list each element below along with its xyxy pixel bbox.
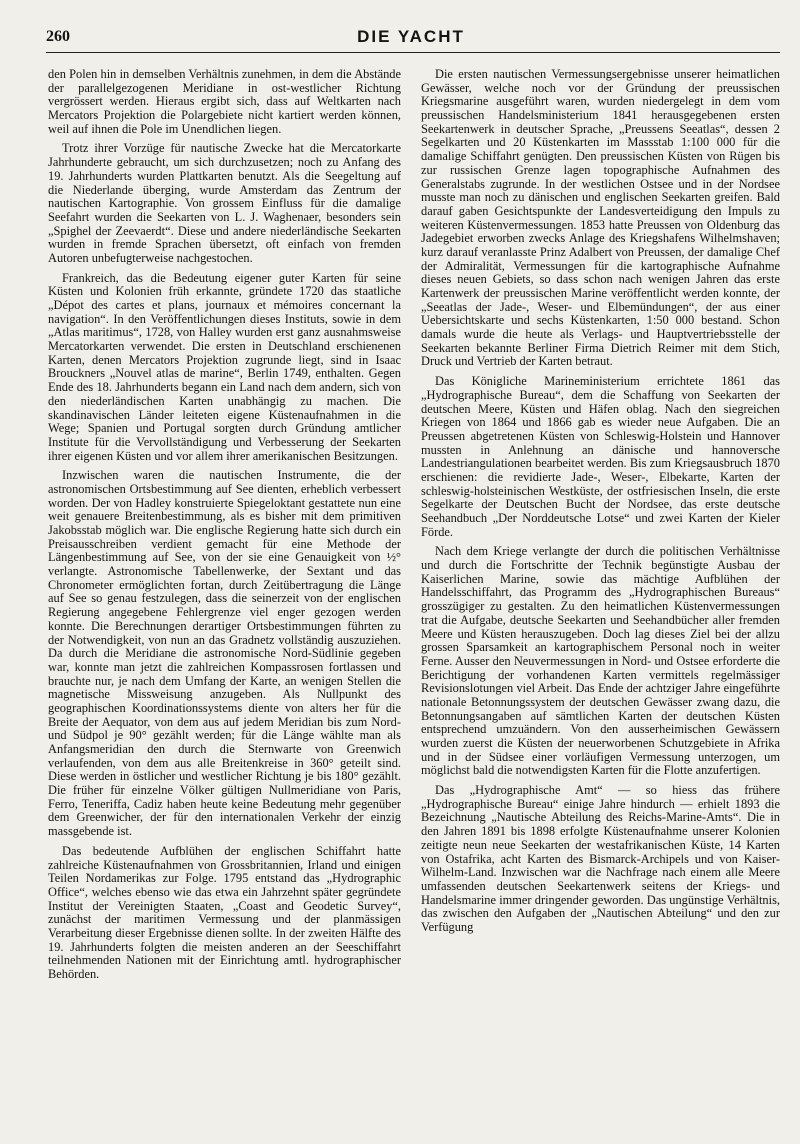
paragraph: Inzwischen waren die nautischen Instrumente, die der astronomischen Ortsbestimmung auf See dienten, erheblich verbessert worden. Der von Hadley konstruierte Spiegeloktant gestattete nun eine weit genauere Breitenbestimmung, als es bisher mit dem primitiven Jakobsstab möglich war. Die englische Regierung hatte sich durch ein Preisausschreiben verdient gemacht für eine Methode der Längenbestimmung auf See, von der sie eine Genauigkeit von ½° verlangte. Astronomische Tabellenwerke, der Sextant und das Chronometer ermöglichten fortan, durch Zeitübertragung die Länge auf See so genau festzulegen, dass die seinerzeit von der englischen Regierung angegebene Fehlergrenze viel enger gezogen werden konnte. Die Berechnungen derartiger Ortsbestimmungen führten zu der Notwendigkeit, von nun an das Gradnetz vollständig auszuziehen. Da durch die Meridiane die astronomische Nord-Südlinie gegeben war, konnte man jetzt die zahlreichen Kompassrosen fortlassen und brauchte nur, je nach dem Umfang der Karte, an wenigen Stellen die magnetische Missweisung anzugeben. Als Nullpunkt des geographischen Koordinationssystems diente von alters her für die Breite der Aequator, von dem aus auf jedem Meridian bis zum Nord- und Südpol je 90° gezählt werden; für die Länge wählte man als Anfangsmeridian den durch die Sternwarte von Greenwich verlaufenden, von dem aus alle Breitenkreise in 360° geteilt sind. Diese werden in östlicher und westlicher Richtung je bis 180° gezählt. Die früher für einzelne Völker gültigen Nullmeridiane von Paris, Ferro, Teneriffa, Cadiz haben heute keine Bedeutung mehr gegenüber dem Greenwicher, der für den internationalen Verkehr der einzig massgebende ist. — [48, 468, 401, 839]
paragraph: Frankreich, das die Bedeutung eigener guter Karten für seine Küsten und Kolonien früh erkannte, gründete 1720 das staatliche „Dépot des cartes et plans, journaux et mémoires concernant la navigation“. In den Veröffentlichungen dieses Instituts, sowie in dem „Atlas maritimus“, 1728, von Halley wurden erst ganz ausnahmsweise Mercatorkarten verwendet. Die ersten in Deutschland erschienenen Karten, denen Mercators Projektion zugrunde liegt, sind in Isaac Brouckners „Nouvel atlas de marine“, Berlin 1749, enthalten. Gegen Ende des 18. Jahrhunderts begann ein Land nach dem andern, sich von den niederländischen Karten unabhängig zu machen. Die skandinavischen Länder leiteten eigene Küstenaufnahmen in die Wege; Spanien und Portugal sorgten durch Gründung amtlicher Institute für die Vervollständigung und Verbesserung der Seekarten ihrer eigenen Küsten und vor allem ihrer amerikanischen Besitzungen. — [48, 270, 401, 463]
page-header — [46, 28, 776, 50]
paragraph: Das bedeutende Aufblühen der englischen Schiffahrt hatte zahlreiche Küstenaufnahmen von Grossbritannien, Irland und einigen Teilen Nordamerikas zur Folge. 1795 entstand das „Hydrographic Office“, welches ebenso wie das etwa ein Jahrzehnt später gegründete Institut der Vereinigten Staaten, „Coast and Geodetic Survey“, zunächst der maritimen Vermessung und der planmässigen Verarbeitung dieser Ergebnisse dienen sollte. In der zweiten Hälfte des 19. Jahrhunderts folgten die meisten anderen an der Seeschiffahrt teilnehmenden Nationen mit der Einrichtung amtl. hydrographischer Behörden. — [48, 843, 401, 981]
paragraph: Die ersten nautischen Vermessungsergebnisse unserer heimatlichen Gewässer, welche noch vor der Gründung der preussischen Kriegsmarine ausgeführt waren, wurden niedergelegt in dem vom preussischen Handelsministerium 1841 herausgegebenen ersten Seekartenwerk in deutscher Sprache, „Preussens Seeatlas“, dessen 2 Segelkarten und 20 Küstenkarten im Massstab 1:100 000 für die damalige Schiffahrt genügten. Den preussischen Küsten von Rügen bis zur russischen Grenze lagen topographische Aufnahmen des Generalstabs zugrunde. In der westlichen Ostsee und in der Nordsee musste man noch zu dänischen und englischen Seekarten greifen. Bald darauf gaben Gesichtspunkte der Landesverteidigung den Impuls zu weiteren Küstenvermessungen. 1853 hatte Preussen von Oldenburg das Jadegebiet erworben zwecks Anlage des Kriegshafens Wilhelmshaven; kurz darauf veranlasste Prinz Adalbert von Preussen, der damalige Chef der Admiralität, Vermessungen für die kartographische Aufnahme dieses neuen Gebiets, so dass schon nach wenigen Jahren das erste Kartenwerk der preussischen Marine veröffentlicht werden konnte, der „Seeatlas der Jade-, Weser- und Elbemündungen“, der aus einer Uebersichtskarte und sechs Küstenkarten, 1:50 000 bestand. Schon damals wurde die heute als Verlags- und Hauptvertriebsstelle der Seekarten bekannte Berliner Firma Dietrich Reimer mit dem Stich, Druck und Vertrieb der Karten betraut. — [421, 67, 780, 369]
paragraph: Das „Hydrographische Amt“ — so hiess das frühere „Hydrographische Bureau“ einige Jahre hindurch — erhielt 1893 die Bezeichnung „Nautische Abteilung des Reichs-Marine-Amts“. Die in den Jahren 1891 bis 1898 erfolgte Küstenaufnahme unserer Kolonien zeitigte neun neue Seekarten der westafrikanischen Küste, 14 Karten von Ostafrika, acht Karten des Bismarck-Archipels und von Kaiser-Wilhelm-Land. Inzwischen war die Nachfrage nach einem alle Meere umfassenden deutschen Seekartenwerk seitens der Kriegs- und Handelsmarine immer dringender geworden. Das ungünstige Verhältnis, das zwischen den Aufgaben der „Nautischen Abteilung“ und den zur Verfügung — [421, 783, 780, 934]
running-title: DIE YACHT — [357, 27, 465, 46]
header-rule — [46, 52, 780, 53]
page-number: 260 — [46, 28, 70, 45]
paragraph: Nach dem Kriege verlangte der durch die politischen Verhältnisse und durch die Fortschritte der Technik begünstigte Ausbau der Kaiserlichen Marine, sowie das mächtige Aufblühen der Handelsschiffahrt, das Programm des „Hydrographischen Bureaus“ grosszügiger zu gestalten. Zu den heimatlichen Küstenvermessungen trat die Aufgabe, deutsche Seekarten und Seehandbücher aller fremden Meere und Küsten herauszugeben. Doch lag dieses Ziel bei der allzu grossen Sparsamkeit an kartographischem Personal noch in weiter Ferne. Ausser den Neuvermessungen in Nord- und Ostsee erforderte die Berichtigung der vorhandenen Karten vermittels regelmässiger Revisionslotungen viel Arbeit. Das Ende der achtziger Jahre eingeführte nationale Betonnungssystem der deutschen Gewässer zwang dazu, die Betonnungsangaben auf sämtlichen Karten der deutschen Küsten entsprechend umzuändern. Von den ausserheimischen Gewässern wurden zuerst die Küsten der neuerworbenen Schutzgebiete in Afrika und in der Südsee einer vorläufigen Vermessung unterzogen, um möglichst bald die notwendigsten Karten für die Flotte anzufertigen. — [421, 544, 780, 778]
paragraph: Trotz ihrer Vorzüge für nautische Zwecke hat die Mercatorkarte Jahrhunderte gebraucht, um sich durchzusetzen; noch zu Anfang des 19. Jahrhunderts wurden Plattkarten benutzt. Als die Seegeltung auf die Niederlande überging, wurde Amsterdam das Zentrum der nautischen Kartographie. Von grossem Einfluss für die damalige Seefahrt wurden die Seekarten von L. J. Waghenaer, besonders sein „Spighel der Zeevaerdt“. Diese und andere niederländische Seekarten wurden in fremde Sprachen übersetzt, oft einfach von fremden Autoren unbefugterweise nachgestochen. — [48, 141, 401, 265]
paragraph: Das Königliche Marineministerium errichtete 1861 das „Hydrographische Bureau“, dem die Schaffung von Seekarten der deutschen Meere, Küsten und Häfen oblag. Nach den siegreichen Kriegen von 1864 und 1866 gab es wieder neue Aufgaben. Die an Preussen abgetretenen Küsten von Schleswig-Holstein und Hannover mussten in Anlehnung an dänische und hannoversche Landestriangulationen bearbeitet werden. Bis zum Kriegsausbruch 1870 erschienen: die revidierte Jade-, Weser-, Elbekarte, Karten der schleswig-holsteinischen Westküste, der ostfriesischen Inseln, die erste Segelkarte der Deutschen Bucht der Nordsee, das erste deutsche Seehandbuch „Der Norddeutsche Lotse“ und zwei Karten der Kieler Förde. — [421, 374, 780, 539]
paragraph: den Polen hin in demselben Verhältnis zunehmen, in dem die Abstände der parallelgezogenen Meridiane in ost-westlicher Richtung vergrössert werden. Hieraus ergibt sich, dass auf Weltkarten nach Mercators Projektion die Polargebiete nicht kartiert werden können, weil auf ihnen die Pole im Unendlichen liegen. — [48, 67, 401, 136]
left-column — [48, 68, 401, 988]
right-column — [421, 68, 780, 941]
